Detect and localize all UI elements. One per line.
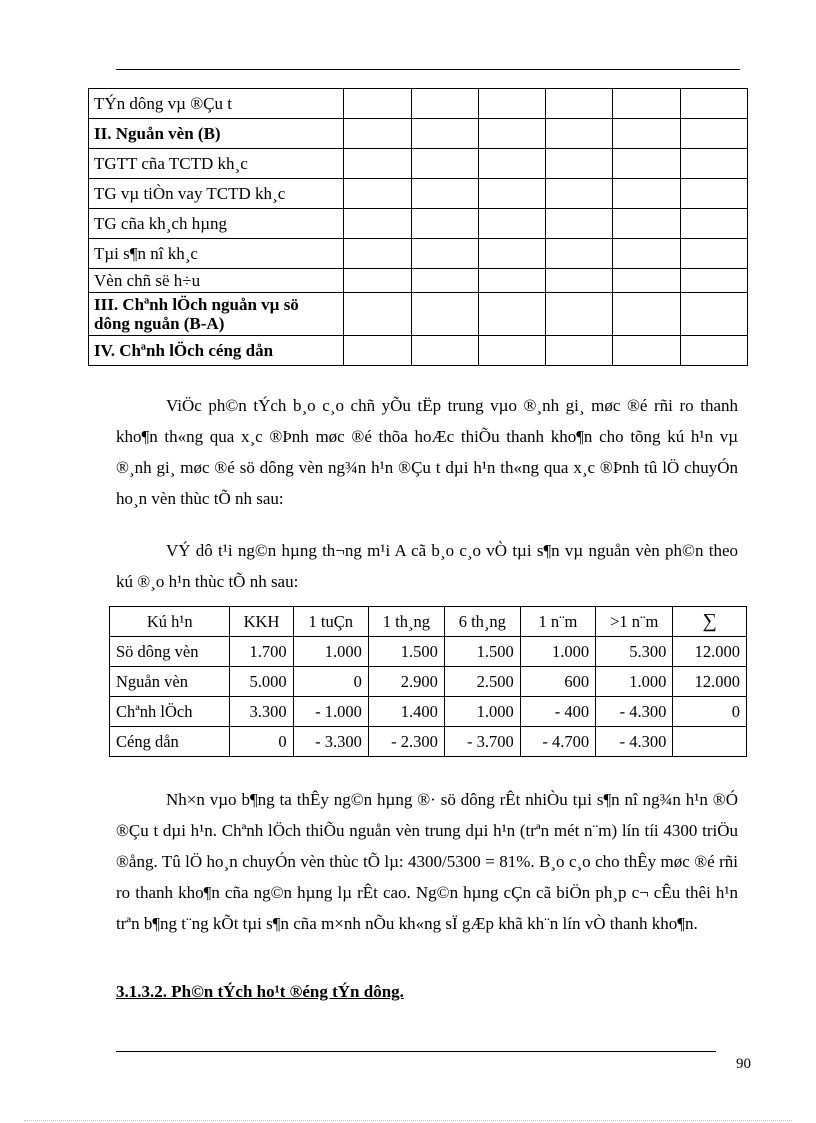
- table-cell: 1.700: [230, 637, 293, 667]
- row-label: Tµi s¶n nî kh¸c: [89, 239, 344, 269]
- column-header: 1 n¨m: [520, 607, 595, 637]
- table-cell: 3.300: [230, 697, 293, 727]
- table-cell: 2.500: [444, 667, 520, 697]
- table-cell: 2.900: [368, 667, 444, 697]
- footer-rule: [116, 1051, 716, 1052]
- column-header: 6 th¸ng: [444, 607, 520, 637]
- column-header: 1 tuÇn: [293, 607, 368, 637]
- table-row: [89, 336, 748, 366]
- table-row: [89, 269, 748, 293]
- table-cell: 5.000: [230, 667, 293, 697]
- row-label: Sö dông vèn: [110, 637, 230, 667]
- row-label: TÝn dông vµ ®Çu t: [89, 89, 344, 119]
- table-cell: - 3.700: [444, 727, 520, 757]
- page-number: 90: [736, 1056, 751, 1072]
- table-row: [89, 179, 748, 209]
- row-label: Vèn chñ së h÷u: [89, 269, 344, 293]
- row-label: TGTT cña TCTD kh¸c: [89, 149, 344, 179]
- table-cell: 12.000: [673, 667, 747, 697]
- table-row: [89, 209, 748, 239]
- section-heading: 3.1.3.2. Ph©n tÝch ho¹t ®éng tÝn dông.: [116, 982, 404, 1001]
- row-label: Chªnh lÖch: [110, 697, 230, 727]
- table-header-row: [110, 607, 747, 637]
- paragraph-example-intro: VÝ dô t¹i ng©n hµng th¬ng m¹i A cã b¸o c¸o vÒ tµi s¶n vµ nguån vèn ph©n theo kú ®¸o h¹n thùc tÕ nh sau:: [116, 541, 738, 591]
- row-label: TG cña kh¸ch hµng: [89, 209, 344, 239]
- table-cell: 1.000: [444, 697, 520, 727]
- table-cell: - 4.300: [596, 727, 673, 757]
- table-cell: - 400: [520, 697, 595, 727]
- table-cell: - 3.300: [293, 727, 368, 757]
- balance-table-continued: [88, 88, 748, 366]
- table-cell: - 4.700: [520, 727, 595, 757]
- column-header-sum: ∑: [673, 607, 747, 637]
- table-row: [110, 637, 747, 667]
- table-cell: 12.000: [673, 637, 747, 667]
- table-cell: 1.000: [596, 667, 673, 697]
- table-cell: - 4.300: [596, 697, 673, 727]
- row-label: IV. Chªnh lÖch céng dån: [89, 336, 344, 366]
- row-label: III. Chªnh lÖch nguån vµ sö dông nguån (B-A): [89, 293, 344, 336]
- table-row: [110, 697, 747, 727]
- table-row: [89, 89, 748, 119]
- row-label: TG vµ tiÒn vay TCTD kh¸c: [89, 179, 344, 209]
- table-cell: - 2.300: [368, 727, 444, 757]
- table-row: [89, 239, 748, 269]
- table-row: [89, 119, 748, 149]
- table-row: [110, 667, 747, 697]
- table-cell: 1.400: [368, 697, 444, 727]
- maturity-gap-table: [109, 606, 747, 757]
- table-cell: 600: [520, 667, 595, 697]
- column-header: >1 n¨m: [596, 607, 673, 637]
- column-header: Kú h¹n: [110, 607, 230, 637]
- paragraph-analysis-intro: ViÖc ph©n tÝch b¸o c¸o chñ yÕu tËp trung vµo ®¸nh gi¸ møc ®é rñi ro thanh kho¶n th«ng qua x¸c ®Þnh møc ®é thõa hoÆc thiÕu thanh kho¶n cho tõng kú h¹n vµ ®¸nh gi¸ møc ®é sö dông vèn ng¾n h¹n ®Çu t dµi h¹n th«ng qua x¸c ®Þnh tû lÖ chuyÓn ho¸n vèn thùc tÕ nh sau:: [116, 396, 738, 508]
- column-header: KKH: [230, 607, 293, 637]
- page-edge-dotted-line: [24, 1120, 792, 1121]
- table-cell: 1.500: [444, 637, 520, 667]
- header-rule: [116, 69, 740, 70]
- table-row: [89, 149, 748, 179]
- table-cell: 0: [230, 727, 293, 757]
- table-cell: 1.500: [368, 637, 444, 667]
- paragraph-conclusion: Nh×n vµo b¶ng ta thÊy ng©n hµng ®· sö dông rÊt nhiÒu tµi s¶n nî ng¾n h¹n ®Ó ®Çu t dµi h¹n. Chªnh lÖch thiÕu nguån vèn trung dµi h¹n (trªn mét n¨m) lín tíi 4300 triÖu ®ång. Tû lÖ ho¸n chuyÓn vèn thùc tÕ lµ: 4300/5300 = 81%. B¸o c¸o cho thÊy møc ®é rñi ro thanh kho¶n cña ng©n hµng lµ rÊt cao. Ng©n hµng cÇn cã biÖn ph¸p c¬ cÊu thêi h¹n trªn b¶ng t¨ng kÕt tµi s¶n cña m×nh nÕu kh«ng sÏ gÆp khã kh¨n lín vÒ thanh kho¶n.: [116, 790, 738, 933]
- table-row: [110, 727, 747, 757]
- table-row: [89, 293, 748, 336]
- row-label: Nguån vèn: [110, 667, 230, 697]
- column-header: 1 th¸ng: [368, 607, 444, 637]
- table-cell: 1.000: [520, 637, 595, 667]
- row-label: Céng dån: [110, 727, 230, 757]
- table-cell: 0: [293, 667, 368, 697]
- table-cell: 5.300: [596, 637, 673, 667]
- table-cell: - 1.000: [293, 697, 368, 727]
- row-label: II. Nguån vèn (B): [89, 119, 344, 149]
- table-cell: 0: [673, 697, 747, 727]
- table-cell: [673, 727, 747, 757]
- table-cell: 1.000: [293, 637, 368, 667]
